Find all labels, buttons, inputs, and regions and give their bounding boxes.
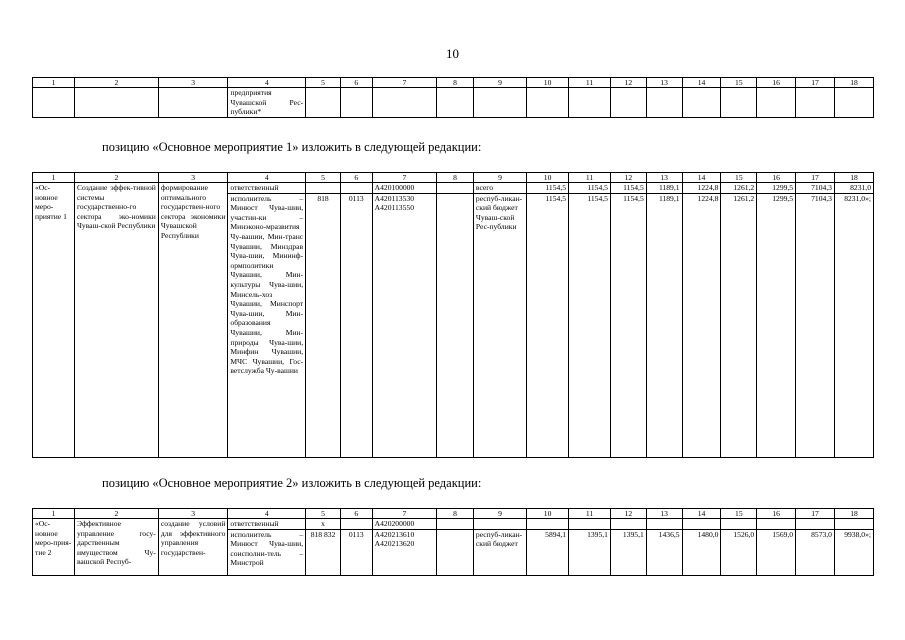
col-number: 6	[340, 509, 372, 519]
col-number: 12	[610, 173, 646, 183]
col-number: 8	[437, 78, 474, 88]
col-number: 14	[682, 78, 721, 88]
value-cell: 8573,0	[796, 529, 835, 575]
col-number: 1	[33, 509, 75, 519]
col-number: 10	[527, 78, 569, 88]
col-number: 8	[437, 173, 474, 183]
value-cell: 1261,2	[721, 193, 757, 457]
source-cell: респуб-ликан-ский бюджет Чуваш-ской Рес-публики	[473, 193, 526, 457]
value-cell: 7104,3	[796, 183, 835, 194]
goal-cell: формирование оптимального государствен-ного сектора экономики Чувашской Республики	[158, 183, 228, 458]
col-number: 7	[372, 173, 436, 183]
col-number: 16	[757, 509, 796, 519]
code-cell: А420113530 А420113550	[372, 193, 436, 457]
subprogram-cell: Эффективное управление госу-дарственным имуществом Чу-вашской Респуб-	[74, 519, 158, 576]
value-cell: 1154,5	[527, 183, 569, 194]
col-number: 10	[527, 173, 569, 183]
table-continuation	[32, 77, 874, 118]
code-cell: 818	[306, 193, 341, 457]
col-number: 3	[158, 173, 228, 183]
col-number: 6	[340, 173, 372, 183]
col-number: 16	[757, 173, 796, 183]
code-cell: x	[306, 519, 341, 530]
col-number: 18	[834, 509, 873, 519]
table-event-1	[32, 172, 874, 458]
col-number: 15	[721, 78, 757, 88]
event-name-cell: «Ос-новное меро-прия-тие 2	[33, 519, 75, 576]
value-cell: 1224,8	[682, 193, 721, 457]
executor-cell: ответственный	[228, 519, 306, 530]
code-cell: А420200000	[372, 519, 436, 530]
value-cell: 1154,5	[569, 183, 611, 194]
col-number: 3	[158, 509, 228, 519]
code-cell: 0113	[340, 193, 372, 457]
value-cell	[682, 519, 721, 530]
page-number: 10	[446, 46, 459, 61]
value-cell: 1526,0	[721, 529, 757, 575]
col-number: 8	[437, 509, 474, 519]
col-number: 2	[74, 78, 158, 88]
col-number: 9	[473, 173, 526, 183]
value-cell	[646, 519, 682, 530]
col-number: 12	[610, 78, 646, 88]
amendment-paragraph-1: позицию «Основное мероприятие 1» изложить в следующей редакции:	[102, 140, 482, 154]
code-cell: 818 832	[306, 529, 341, 575]
value-cell: 1224,8	[682, 183, 721, 194]
executor-cell: исполнитель – Минюст Чува-шии, соисполни-тель – Минстрой	[228, 529, 306, 575]
value-cell: 8231,0»;	[834, 193, 873, 457]
value-cell: 1189,1	[646, 193, 682, 457]
goal-cell: создание условий для эффективного управления государствен-	[158, 519, 228, 576]
event-name-cell: «Ос-новное меро-приятие 1	[33, 183, 75, 458]
col-number: 15	[721, 509, 757, 519]
col-number: 1	[33, 78, 75, 88]
col-number: 1	[33, 173, 75, 183]
col-number: 5	[306, 509, 341, 519]
col-number: 9	[473, 509, 526, 519]
value-cell	[757, 519, 796, 530]
code-cell	[437, 519, 474, 530]
col-number: 6	[340, 78, 372, 88]
value-cell: 1189,1	[646, 183, 682, 194]
col-number: 17	[796, 78, 835, 88]
code-cell	[437, 529, 474, 575]
value-cell	[721, 519, 757, 530]
column-number-row	[33, 509, 874, 519]
col-number: 2	[74, 173, 158, 183]
col-number: 12	[610, 509, 646, 519]
col-number: 2	[74, 509, 158, 519]
col-number: 5	[306, 173, 341, 183]
col-number: 7	[372, 78, 436, 88]
value-cell	[610, 519, 646, 530]
amendment-paragraph-2: позицию «Основное мероприятие 2» изложить в следующей редакции:	[102, 476, 482, 490]
col-number: 5	[306, 78, 341, 88]
value-cell: 8231,0	[834, 183, 873, 194]
col-number: 4	[228, 78, 306, 88]
column-number-row	[33, 78, 874, 88]
code-cell: А420100000	[372, 183, 436, 194]
code-cell	[306, 183, 341, 194]
col-number: 16	[757, 78, 796, 88]
value-cell: 9938,0»;	[834, 529, 873, 575]
value-cell: 1480,0	[682, 529, 721, 575]
executor-cell: предприятия Чувашской Рес-публики*	[228, 88, 306, 118]
table-row	[33, 183, 874, 194]
value-cell: 1569,0	[757, 529, 796, 575]
col-number: 4	[228, 173, 306, 183]
col-number: 14	[682, 173, 721, 183]
value-cell: 7104,3	[796, 193, 835, 457]
code-cell	[340, 183, 372, 194]
value-cell	[569, 519, 611, 530]
code-cell: А420213610 А420213620	[372, 529, 436, 575]
value-cell: 1436,5	[646, 529, 682, 575]
table-event-2	[32, 508, 874, 576]
source-cell: респуб-ликан-ский бюджет	[473, 529, 526, 575]
value-cell: 1154,5	[527, 193, 569, 457]
code-cell	[437, 183, 474, 194]
code-cell: 0113	[340, 529, 372, 575]
value-cell	[796, 519, 835, 530]
col-number: 13	[646, 78, 682, 88]
col-number: 13	[646, 173, 682, 183]
executor-cell: ответственный	[228, 183, 306, 194]
value-cell: 1154,5	[569, 193, 611, 457]
value-cell: 1395,1	[610, 529, 646, 575]
col-number: 15	[721, 173, 757, 183]
col-number: 13	[646, 509, 682, 519]
col-number: 18	[834, 173, 873, 183]
value-cell: 1261,2	[721, 183, 757, 194]
col-number: 18	[834, 78, 873, 88]
column-number-row	[33, 173, 874, 183]
value-cell	[527, 519, 569, 530]
col-number: 9	[473, 78, 526, 88]
col-number: 10	[527, 509, 569, 519]
code-cell	[437, 193, 474, 457]
source-cell: всего	[473, 183, 526, 194]
code-cell	[340, 519, 372, 530]
value-cell: 1395,1	[569, 529, 611, 575]
executor-cell: исполнитель – Минюст Чува-шии, участни-ки – Минэконо-мразвития Чу-вашии, Мин-транс Чувашии, Минздрав Чува-шии, Мининф-ормполитики Чувашии, Мин-культуры Чува-шии, Минсель-хоз Чувашии, Минспорт Чува-шии, Мин-образования Чувашии, Мин-природы Чува-шии, Минфин Чувашии, МЧС Чувашии, Гос-ветслужба Чу-вашии	[228, 193, 306, 457]
col-number: 11	[569, 509, 611, 519]
value-cell: 1154,5	[610, 193, 646, 457]
value-cell	[834, 519, 873, 530]
col-number: 17	[796, 173, 835, 183]
col-number: 7	[372, 509, 436, 519]
col-number: 11	[569, 78, 611, 88]
col-number: 14	[682, 509, 721, 519]
subprogram-cell: Создание эффек-тивной системы государственно-го сектора эко-номики Чуваш-ской Республики	[74, 183, 158, 458]
source-cell	[473, 519, 526, 530]
col-number: 11	[569, 173, 611, 183]
value-cell: 1154,5	[610, 183, 646, 194]
col-number: 3	[158, 78, 228, 88]
value-cell: 1299,5	[757, 183, 796, 194]
table-row	[33, 88, 874, 118]
value-cell: 5894,1	[527, 529, 569, 575]
value-cell: 1299,5	[757, 193, 796, 457]
col-number: 17	[796, 509, 835, 519]
col-number: 4	[228, 509, 306, 519]
table-row	[33, 519, 874, 530]
